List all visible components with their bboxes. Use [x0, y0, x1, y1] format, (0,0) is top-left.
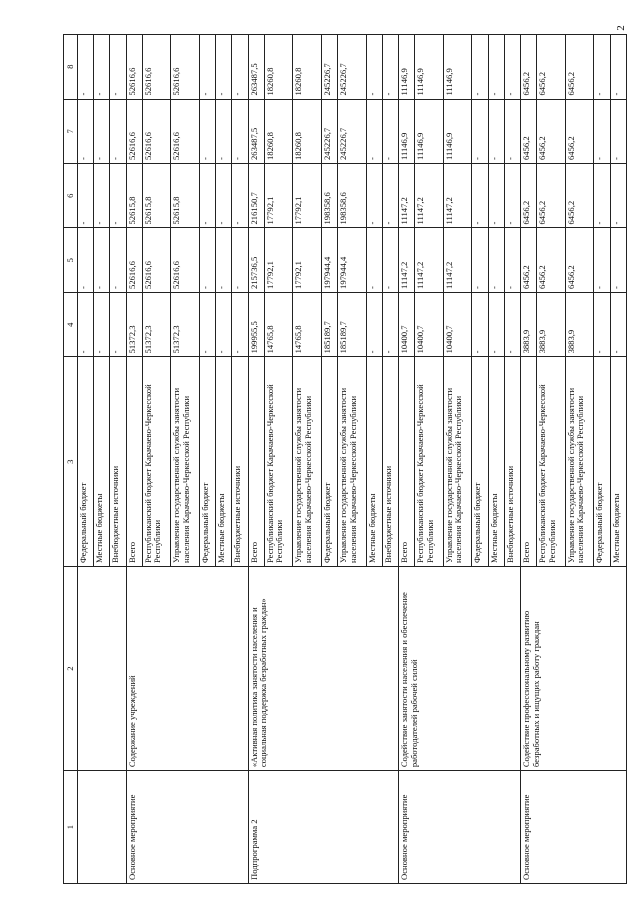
value-cell: 198358,6	[338, 164, 367, 228]
value-cell: 17792,1	[264, 228, 293, 292]
value-cell: -	[488, 35, 504, 100]
header-cell: 7	[64, 99, 78, 163]
value-cell: 52616,6	[142, 35, 171, 100]
value-cell: 18260,8	[264, 35, 293, 100]
funding-source-cell: Управление государственной службы занятости населения Карачаево-Черкесской Республики	[565, 357, 594, 567]
table-row	[78, 35, 94, 884]
value-cell: -	[594, 99, 610, 163]
value-cell: 52616,6	[126, 99, 142, 163]
funding-source-cell: Внебюджетные источники	[504, 357, 520, 567]
value-cell: 52616,6	[171, 99, 200, 163]
value-cell: 185189,7	[321, 292, 337, 356]
header-cell: 6	[64, 164, 78, 228]
value-cell: -	[382, 35, 398, 100]
value-cell: 6456,2	[520, 35, 536, 100]
value-cell: 18260,8	[293, 35, 322, 100]
value-cell: 52616,6	[126, 35, 142, 100]
value-cell: -	[232, 292, 248, 356]
value-cell: -	[382, 228, 398, 292]
section-title-cell	[78, 566, 127, 770]
value-cell: -	[472, 164, 488, 228]
value-cell: -	[472, 99, 488, 163]
value-cell: 185189,7	[338, 292, 367, 356]
rotated-table-container	[63, 34, 627, 884]
value-cell: -	[366, 35, 382, 100]
value-cell: -	[382, 292, 398, 356]
section-type-cell: Основное мероприятие	[399, 771, 521, 884]
funding-source-cell: Местные бюджеты	[366, 357, 382, 567]
section-title-cell: Содействие занятости населения и обеспечение работодателей рабочей силой	[399, 566, 521, 770]
value-cell: -	[472, 228, 488, 292]
value-cell: 17792,1	[293, 164, 322, 228]
funding-source-cell: Всего	[126, 357, 142, 567]
value-cell: 197944,4	[321, 228, 337, 292]
value-cell: 11146,9	[415, 99, 444, 163]
value-cell: 14765,8	[293, 292, 322, 356]
value-cell: 14765,8	[264, 292, 293, 356]
value-cell: 17792,1	[264, 164, 293, 228]
value-cell: -	[216, 292, 232, 356]
table-row	[399, 35, 415, 884]
funding-source-cell: Республиканский бюджет Карачаево-Черкесской Республики	[415, 357, 444, 567]
value-cell: -	[216, 35, 232, 100]
value-cell: -	[110, 292, 126, 356]
value-cell: 51372,3	[171, 292, 200, 356]
value-cell: -	[110, 228, 126, 292]
value-cell: -	[610, 35, 626, 100]
value-cell: 263487,5	[248, 35, 264, 100]
value-cell: 11147,2	[415, 164, 444, 228]
funding-source-cell: Местные бюджеты	[488, 357, 504, 567]
section-title-cell: Содействие профессиональному развитию безработных и ищущих работу граждан	[520, 566, 626, 770]
value-cell: 245226,7	[338, 35, 367, 100]
header-cell: 5	[64, 228, 78, 292]
funding-source-cell: Федеральный бюджет	[321, 357, 337, 567]
value-cell: -	[94, 99, 110, 163]
funding-source-cell: Федеральный бюджет	[199, 357, 215, 567]
value-cell: 198358,6	[321, 164, 337, 228]
value-cell: -	[232, 164, 248, 228]
value-cell: -	[594, 228, 610, 292]
section-type-cell: Основное мероприятие	[126, 771, 248, 884]
funding-source-cell: Всего	[520, 357, 536, 567]
value-cell: 6456,2	[565, 99, 594, 163]
funding-source-cell: Местные бюджеты	[94, 357, 110, 567]
table-row	[248, 35, 264, 884]
value-cell: 6456,2	[537, 35, 566, 100]
funding-source-cell: Республиканский бюджет Карачаево-Черкесской Республики	[537, 357, 566, 567]
value-cell: -	[199, 99, 215, 163]
value-cell: -	[110, 35, 126, 100]
value-cell: 11146,9	[443, 99, 472, 163]
value-cell: -	[610, 228, 626, 292]
funding-source-cell: Внебюджетные источники	[232, 357, 248, 567]
value-cell: -	[94, 164, 110, 228]
value-cell: -	[504, 228, 520, 292]
value-cell: 52615,8	[142, 164, 171, 228]
funding-source-cell: Федеральный бюджет	[472, 357, 488, 567]
value-cell: 52616,6	[126, 228, 142, 292]
funding-source-cell: Внебюджетные источники	[110, 357, 126, 567]
value-cell: 11146,9	[443, 35, 472, 100]
value-cell: -	[110, 99, 126, 163]
value-cell: -	[594, 292, 610, 356]
value-cell: 6456,2	[537, 164, 566, 228]
value-cell: -	[78, 292, 94, 356]
value-cell: -	[504, 99, 520, 163]
value-cell: 10400,7	[415, 292, 444, 356]
header-cell: 8	[64, 35, 78, 100]
section-type-cell	[78, 771, 127, 884]
value-cell: 52616,6	[171, 35, 200, 100]
value-cell: -	[110, 164, 126, 228]
value-cell: 11147,2	[415, 228, 444, 292]
value-cell: 52616,6	[171, 228, 200, 292]
value-cell: -	[504, 164, 520, 228]
value-cell: -	[472, 292, 488, 356]
value-cell: 11146,9	[399, 35, 415, 100]
value-cell: -	[232, 99, 248, 163]
funding-source-cell: Управление государственной службы занятости населения Карачаево-Черкесской Республики	[443, 357, 472, 567]
value-cell: -	[366, 164, 382, 228]
funding-source-cell: Федеральный бюджет	[78, 357, 94, 567]
value-cell: 197944,4	[338, 228, 367, 292]
value-cell: 6456,2	[565, 164, 594, 228]
value-cell: -	[216, 164, 232, 228]
value-cell: 18260,8	[293, 99, 322, 163]
value-cell: -	[504, 35, 520, 100]
header-cell: 4	[64, 292, 78, 356]
table-row	[126, 35, 142, 884]
value-cell: 17792,1	[293, 228, 322, 292]
value-cell: 6456,2	[520, 99, 536, 163]
header-cell: 3	[64, 357, 78, 567]
value-cell: -	[488, 164, 504, 228]
value-cell: 11147,2	[443, 228, 472, 292]
funding-source-cell: Внебюджетные источники	[382, 357, 398, 567]
value-cell: -	[382, 164, 398, 228]
value-cell: 11147,2	[399, 164, 415, 228]
value-cell: -	[594, 164, 610, 228]
funding-source-cell: Управление государственной службы занятости населения Карачаево-Черкесской Республики	[293, 357, 322, 567]
value-cell: 11147,2	[443, 164, 472, 228]
value-cell: -	[216, 99, 232, 163]
value-cell: 6456,2	[565, 35, 594, 100]
header-cell: 2	[64, 566, 78, 770]
value-cell: -	[366, 228, 382, 292]
value-cell: 11147,2	[399, 228, 415, 292]
section-title-cell: «Активная политика занятости населения и социальная поддержка безработных граждан»	[248, 566, 399, 770]
value-cell: 18260,8	[264, 99, 293, 163]
page-number: 2	[614, 25, 627, 31]
value-cell: -	[78, 99, 94, 163]
value-cell: 263487,5	[248, 99, 264, 163]
value-cell: -	[610, 99, 626, 163]
value-cell: -	[366, 99, 382, 163]
budget-table	[63, 34, 627, 884]
header-row	[64, 35, 78, 884]
value-cell: 245226,7	[338, 99, 367, 163]
section-type-cell: Основное мероприятие	[520, 771, 626, 884]
value-cell: 199955,5	[248, 292, 264, 356]
value-cell: 245226,7	[321, 99, 337, 163]
value-cell: -	[610, 164, 626, 228]
value-cell: -	[199, 164, 215, 228]
value-cell: 10400,7	[399, 292, 415, 356]
funding-source-cell: Управление государственной службы занятости населения Карачаево-Черкесской Республики	[171, 357, 200, 567]
funding-source-cell: Всего	[248, 357, 264, 567]
value-cell: -	[199, 35, 215, 100]
value-cell: 3883,9	[565, 292, 594, 356]
table-body	[78, 35, 627, 884]
value-cell: -	[78, 228, 94, 292]
value-cell: 52616,6	[142, 99, 171, 163]
value-cell: -	[94, 35, 110, 100]
value-cell: 3883,9	[520, 292, 536, 356]
value-cell: -	[504, 292, 520, 356]
value-cell: 52615,8	[171, 164, 200, 228]
value-cell: 216150,7	[248, 164, 264, 228]
value-cell: -	[488, 228, 504, 292]
header-cell: 1	[64, 771, 78, 884]
funding-source-cell: Федеральный бюджет	[594, 357, 610, 567]
section-title-cell: Содержание учреждений	[126, 566, 248, 770]
funding-source-cell: Управление государственной службы занятости населения Карачаево-Черкесской Республики	[338, 357, 367, 567]
value-cell: 52616,6	[142, 228, 171, 292]
value-cell: -	[488, 292, 504, 356]
value-cell: 52615,8	[126, 164, 142, 228]
funding-source-cell: Местные бюджеты	[216, 357, 232, 567]
value-cell: -	[232, 35, 248, 100]
value-cell: 245226,7	[321, 35, 337, 100]
value-cell: -	[199, 292, 215, 356]
value-cell: -	[78, 164, 94, 228]
value-cell: 11146,9	[399, 99, 415, 163]
value-cell: -	[94, 228, 110, 292]
value-cell: 51372,3	[126, 292, 142, 356]
value-cell: 11146,9	[415, 35, 444, 100]
section-type-cell: Подпрограмма 2	[248, 771, 399, 884]
value-cell: -	[488, 99, 504, 163]
value-cell: 215736,5	[248, 228, 264, 292]
funding-source-cell: Всего	[399, 357, 415, 567]
value-cell: 3883,9	[537, 292, 566, 356]
value-cell: -	[94, 292, 110, 356]
table-row	[520, 35, 536, 884]
value-cell: 6456,2	[520, 164, 536, 228]
funding-source-cell: Местные бюджеты	[610, 357, 626, 567]
value-cell: -	[232, 228, 248, 292]
value-cell: 6456,2	[537, 99, 566, 163]
value-cell: -	[216, 228, 232, 292]
value-cell: -	[199, 228, 215, 292]
value-cell: -	[594, 35, 610, 100]
value-cell: -	[610, 292, 626, 356]
funding-source-cell: Республиканский бюджет Карачаево-Черкесской Республики	[142, 357, 171, 567]
value-cell: 6456,2	[537, 228, 566, 292]
value-cell: -	[78, 35, 94, 100]
value-cell: -	[382, 99, 398, 163]
funding-source-cell: Республиканский бюджет Карачаево-Черкесской Республики	[264, 357, 293, 567]
value-cell: 51372,3	[142, 292, 171, 356]
value-cell: 10400,7	[443, 292, 472, 356]
value-cell: -	[366, 292, 382, 356]
value-cell: -	[472, 35, 488, 100]
value-cell: 6456,2	[565, 228, 594, 292]
value-cell: 6456,2	[520, 228, 536, 292]
